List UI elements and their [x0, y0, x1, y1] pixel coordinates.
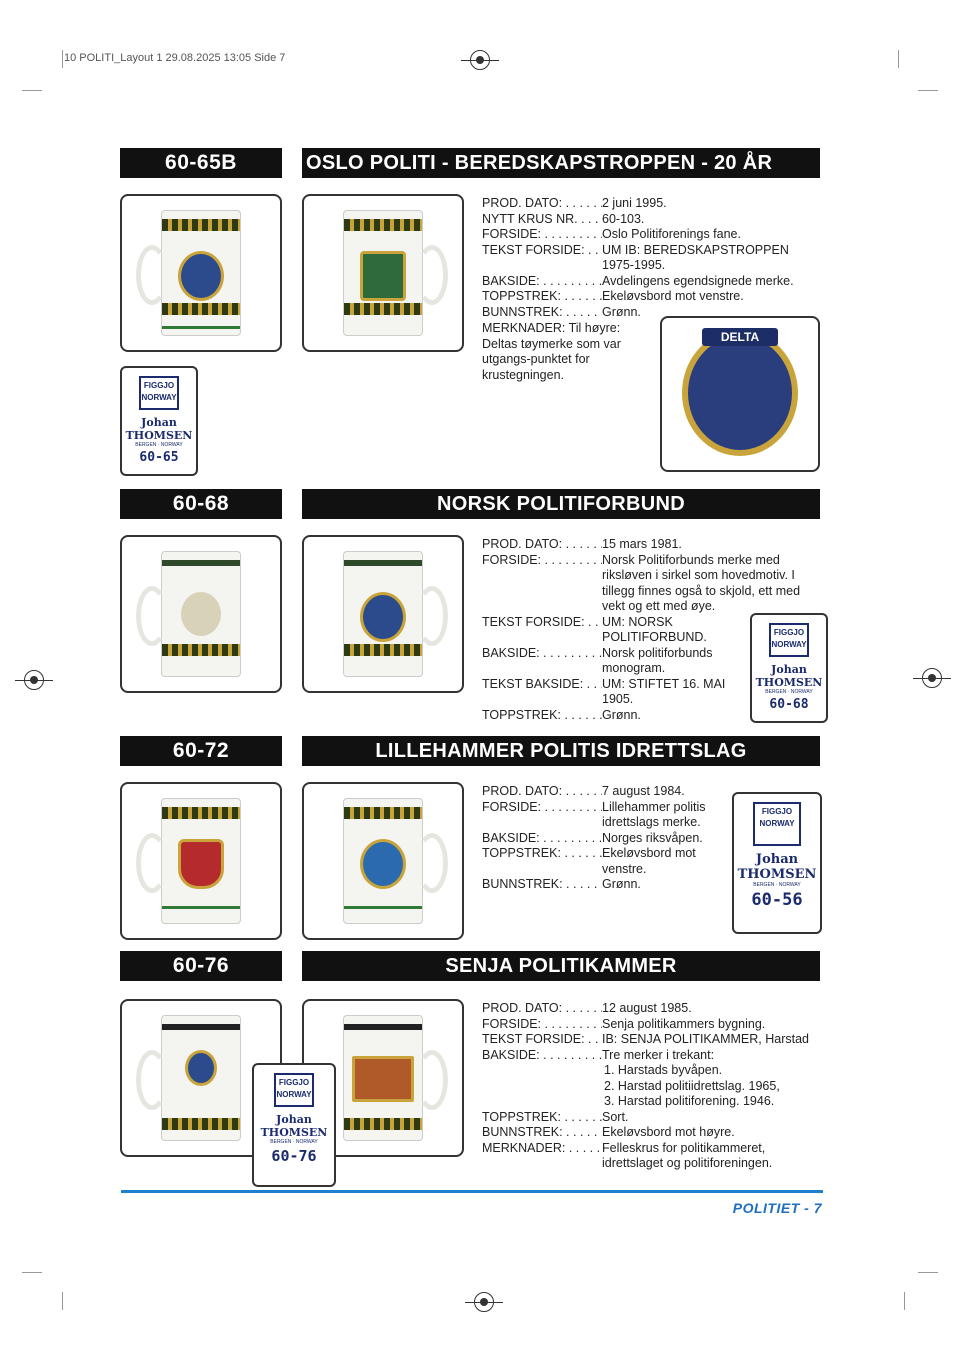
mug-photo-back	[302, 535, 464, 693]
crop-mark	[918, 90, 938, 91]
registration-mark-icon	[24, 670, 44, 690]
footer-rule	[121, 1190, 823, 1193]
entry-60-72	[120, 736, 822, 936]
maker-name: Johan THOMSEN	[755, 663, 823, 689]
detail-row: FORSIDE: . . . Lillehammer politis idrettslags merke.	[482, 800, 712, 831]
detail-row: BAKSIDE: . . . Norges riksvåpen.	[482, 831, 712, 847]
maker-place: BERGEN · NORWAY	[270, 1139, 318, 1145]
detail-row: 3. Harstad politiforening. 1946.	[604, 1094, 775, 1108]
figgjo-logo-icon: FIGGJO NORWAY	[769, 623, 809, 657]
detail-row: PROD. DATO: . . . 7 august 1984.	[482, 784, 712, 800]
delta-patch-photo	[660, 316, 820, 472]
maker-place: BERGEN · NORWAY	[765, 689, 813, 695]
detail-row: TEKST FORSIDE: . . . IB: SENJA POLITIKAMMER, Harstad	[482, 1032, 818, 1048]
registration-mark-icon	[470, 50, 490, 70]
detail-row: BAKSIDE: . . . Avdelingens egendsignede merke.	[482, 274, 812, 290]
detail-row: TOPPSTREK: . . . Ekeløvsbord mot venstre.	[482, 289, 812, 305]
detail-row: FORSIDE: . . . Norsk Politiforbunds merke med riksløven i sirkel som hovedmotiv. I tillegg finnes også to skjold, ett med vekt og ett med øye.	[482, 553, 812, 615]
detail-row: 2. Harstad politiidrettslag. 1965,	[604, 1078, 780, 1093]
detail-row: BUNNSTREK: . . . Ekeløvsbord mot høyre.	[482, 1125, 818, 1141]
entry-details	[482, 1001, 818, 1172]
detail-row: TOPPSTREK: . . . Ekeløvsbord mot venstre.	[482, 846, 712, 877]
detail-row: TOPPSTREK: . . . Sort.	[482, 1110, 818, 1126]
print-slug: 10 POLITI_Layout 1 29.08.2025 13:05 Side 7	[64, 52, 286, 64]
crop-mark	[62, 1292, 63, 1310]
entry-code: 60-65B	[120, 148, 282, 178]
stamp-number: 60-56	[751, 890, 803, 910]
detail-row: BUNNSTREK: . . . Grønn.	[482, 305, 812, 321]
maker-stamp	[120, 366, 198, 476]
detail-row: BAKSIDE: . . . Tre merker i trekant:	[482, 1048, 818, 1064]
detail-row: NYTT KRUS NR. . . . 60-103.	[482, 212, 812, 228]
remarks: MERKNADER: Til høyre: Deltas tøymerke som var utgangs-punktet for krustegningen.	[482, 321, 621, 382]
maker-name: Johan THOMSEN	[737, 852, 817, 882]
figgjo-logo-icon: FIGGJO NORWAY	[139, 376, 179, 410]
crop-mark	[22, 90, 42, 91]
maker-stamp	[750, 613, 828, 723]
maker-name: Johan THOMSEN	[125, 416, 193, 442]
stamp-number: 60-76	[271, 1147, 317, 1165]
maker-name: Johan THOMSEN	[260, 1113, 328, 1139]
detail-row: BAKSIDE: . . . Norsk politiforbunds monogram.	[482, 646, 747, 677]
entry-details	[482, 784, 712, 893]
entry-title: OSLO POLITI - BEREDSKAPSTROPPEN - 20 ÅR	[302, 148, 820, 178]
maker-place: BERGEN · NORWAY	[753, 882, 801, 888]
maker-stamp	[732, 792, 822, 934]
mug-photo-front	[120, 782, 282, 940]
entry-title: SENJA POLITIKAMMER	[302, 951, 820, 981]
detail-row: TOPPSTREK: . . . Grønn.	[482, 708, 812, 724]
entry-60-65b	[120, 148, 822, 478]
registration-mark-icon	[922, 668, 942, 688]
maker-place: BERGEN · NORWAY	[135, 442, 183, 448]
mug-photo-front	[120, 194, 282, 352]
registration-mark-icon	[474, 1292, 494, 1312]
entry-title: NORSK POLITIFORBUND	[302, 489, 820, 519]
stamp-number: 60-65	[139, 450, 179, 465]
detail-row: TEKST BAKSIDE: . . . UM: STIFTET 16. MAI 1905.	[482, 677, 747, 708]
detail-row: PROD. DATO: . . . 15 mars 1981.	[482, 537, 812, 553]
crop-mark	[22, 1272, 42, 1273]
detail-row: 1. Harstads byvåpen.	[604, 1063, 723, 1077]
page-footer: POLITIET - 7	[732, 1200, 822, 1216]
figgjo-logo-icon: FIGGJO NORWAY	[274, 1073, 314, 1107]
entry-code: 60-76	[120, 951, 282, 981]
detail-row: TEKST FORSIDE: . . . UM: NORSK POLITIFORBUND.	[482, 615, 747, 646]
entry-60-68	[120, 489, 822, 725]
patch-ribbon: DELTA	[702, 328, 778, 346]
detail-row: PROD. DATO: . . . 12 august 1985.	[482, 1001, 818, 1017]
detail-row: PROD. DATO: . . . 2 juni 1995.	[482, 196, 812, 212]
entry-code: 60-68	[120, 489, 282, 519]
detail-row: FORSIDE: . . . Oslo Politiforenings fane.	[482, 227, 812, 243]
entry-60-76	[120, 951, 822, 1187]
crop-mark	[62, 50, 63, 68]
detail-row: BUNNSTREK: . . . Grønn.	[482, 877, 712, 893]
maker-stamp	[252, 1063, 336, 1187]
crop-mark	[918, 1272, 938, 1273]
mug-photo-back	[302, 194, 464, 352]
crop-mark	[904, 1292, 905, 1310]
mug-photo-back	[302, 782, 464, 940]
entry-code: 60-72	[120, 736, 282, 766]
stamp-number: 60-68	[769, 697, 809, 712]
detail-row: TEKST FORSIDE: . . . UM IB: BEREDSKAPSTROPPEN 1975-1995.	[482, 243, 812, 274]
crop-mark	[898, 50, 899, 68]
mug-photo-front	[120, 535, 282, 693]
entry-title: LILLEHAMMER POLITIS IDRETTSLAG	[302, 736, 820, 766]
figgjo-logo-icon: FIGGJO NORWAY	[753, 802, 801, 846]
detail-row: MERKNADER: . . . Felleskrus for politikammeret, idrettslaget og politiforeningen.	[482, 1141, 818, 1172]
detail-row: FORSIDE: . . . Senja politikammers bygning.	[482, 1017, 818, 1033]
